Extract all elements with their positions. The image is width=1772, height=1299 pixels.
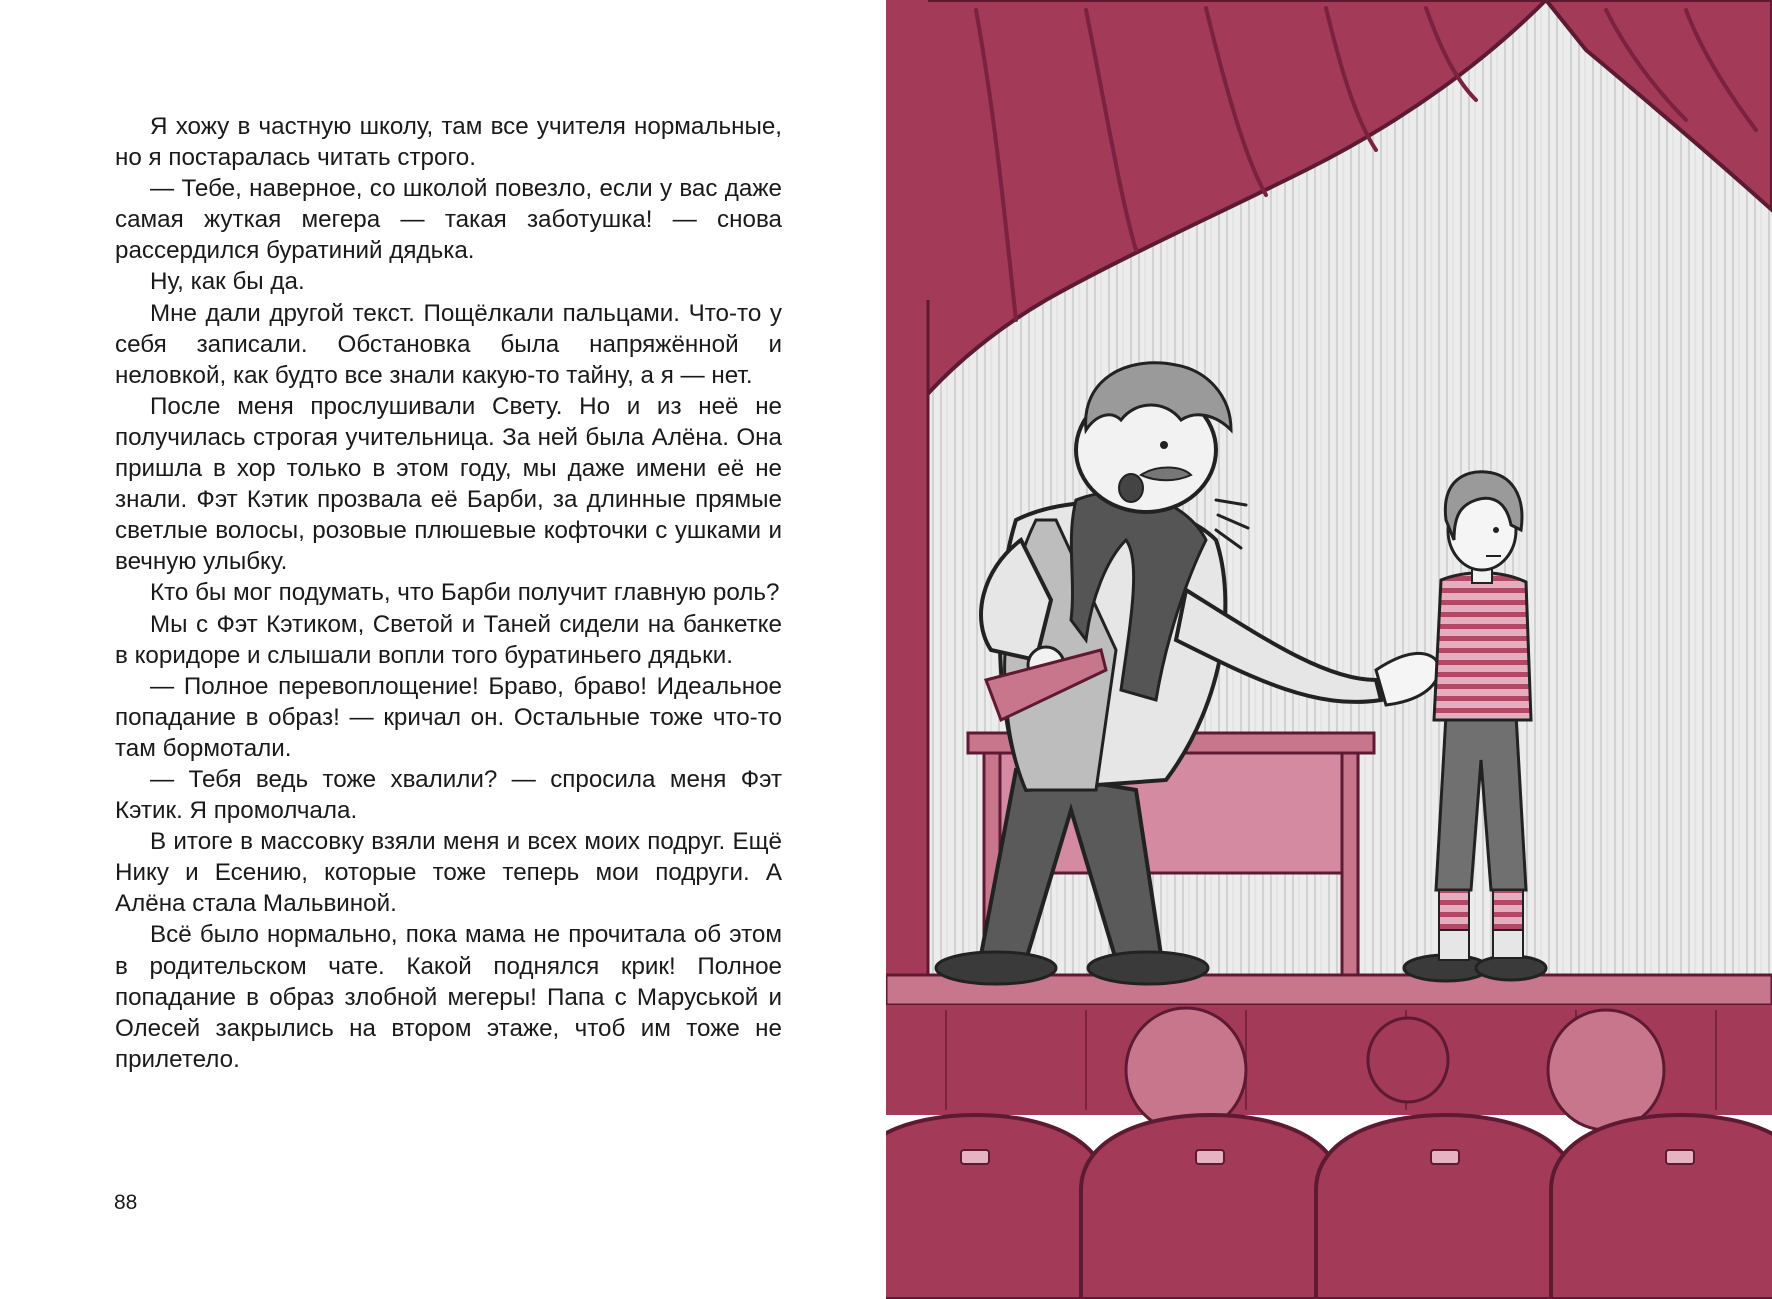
paragraph: — Полное перевоплощение! Браво, браво! Идеальное попадание в образ! — кричал он. Остальные тоже что-то там бормотали. — [115, 672, 782, 762]
body-text — [115, 111, 782, 1075]
paragraph: Мы с Фэт Кэтиком, Светой и Таней сидели на банкетке в коридоре и слышали вопли того буратиньего дядьки. — [115, 610, 782, 669]
stage-illustration-svg — [886, 0, 1772, 1299]
paragraph: Кто бы мог подумать, что Барби получит главную роль? — [150, 579, 780, 607]
theatre-seats — [886, 1115, 1772, 1299]
paragraph: После меня прослушивали Свету. Но и из неё не получилась строгая учительница. За ней была Алёна. Она пришла в хор только в этом году, мы даже имени её не знали. Фэт Кэтик прозвала её Барби, за длинные прямые светлые волосы, розовые плюшевые кофточки с ушками и вечную улыбку. — [115, 392, 782, 576]
paragraph: — Тебе, наверное, со школой повезло, если у вас даже самая жуткая мегера — такая заботушка! — снова рассердился буратиний дядька. — [115, 175, 782, 265]
page-number: 88 — [114, 1191, 138, 1214]
paragraph: Всё было нормально, пока мама не прочитала об этом в родительском чате. Какой поднялся крик! Полное попадание в образ злобной мегеры! Папа с Маруськой и Олесей закрылись на втором этаже, чтоб им тоже не прилетело. — [115, 921, 782, 1073]
paragraph: — Тебя ведь тоже хвалили? — спросила меня Фэт Кэтик. Я промолчала. — [115, 765, 782, 825]
stage-illustration — [886, 0, 1772, 1299]
paragraph: Я хожу в частную школу, там все учителя нормальные, но я постаралась читать строго. — [115, 113, 782, 172]
paragraph: Ну, как бы да. — [150, 268, 305, 296]
paragraph: Мне дали другой текст. Пощёлкали пальцами. Что-то у себя записали. Обстановка была напряжённой и неловкой, как будто все знали какую-то тайну, а я — нет. — [115, 299, 782, 389]
paragraph: В итоге в массовку взяли меня и всех моих подруг. Ещё Нику и Есению, которые тоже теперь мои подруги. А Алёна стала Мальвиной. — [115, 828, 782, 918]
curtain-left-edge — [886, 0, 928, 1010]
